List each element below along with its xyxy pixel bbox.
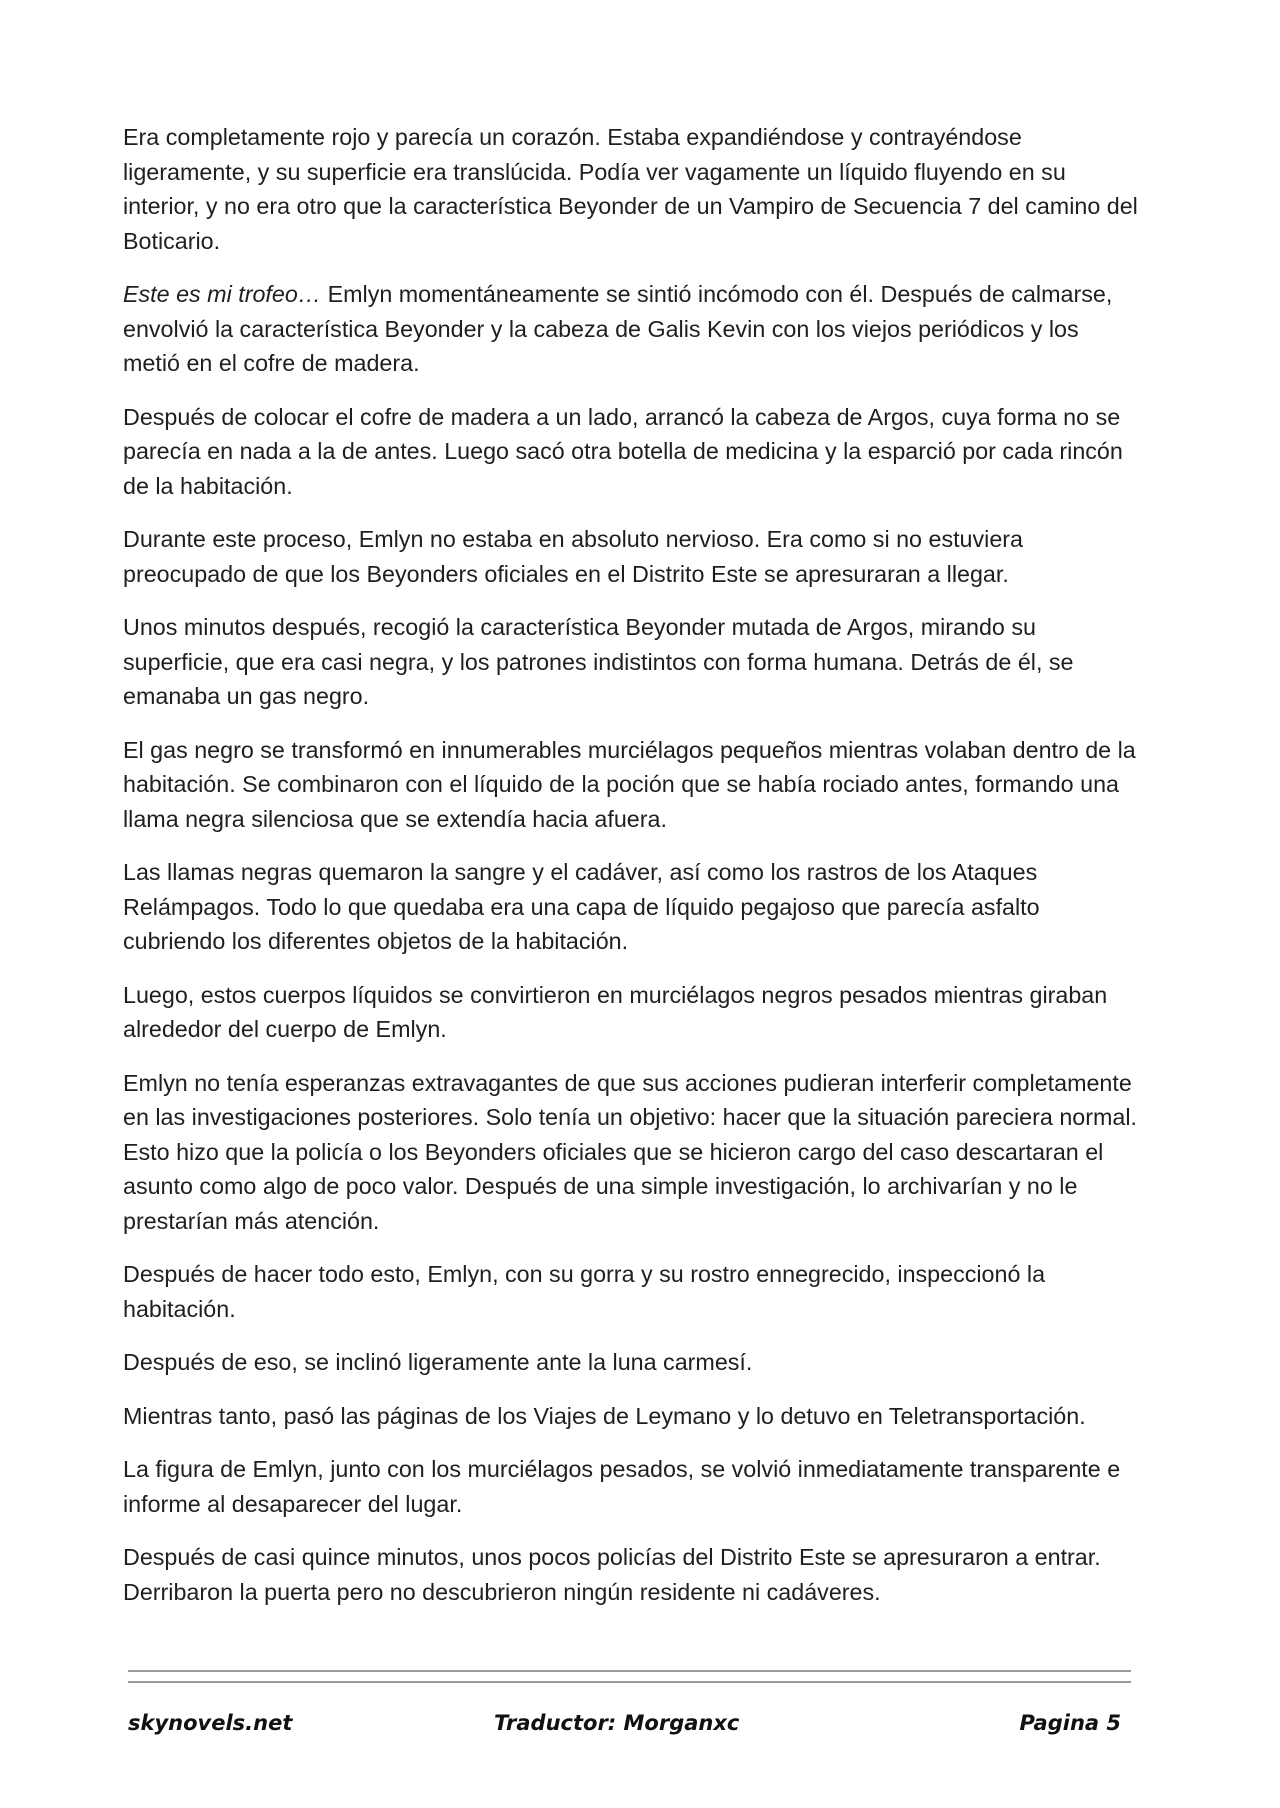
paragraph-text: Después de hacer todo esto, Emlyn, con su gorra y su rostro ennegrecido, inspeccionó la habitación. [123, 1261, 1046, 1322]
paragraph-text: Emlyn no tenía esperanzas extravagantes de que sus acciones pudieran interferir completamente en las investigaciones posteriores. Solo tenía un objetivo: hacer que la situación pareciera normal. Esto hizo que la policía o los Beyonders oficiales que se hicieron cargo del caso descartaran el asunto como algo de poco valor. Después de una simple investigación, lo archivarían y no le prestarían más atención. [123, 1069, 1138, 1234]
footer-translator: Traductor: Morganxc [494, 1711, 740, 1735]
paragraph-7 [123, 855, 1141, 959]
paragraph-10 [123, 1257, 1141, 1326]
paragraph-13 [123, 1452, 1141, 1521]
paragraph-14 [123, 1540, 1141, 1609]
footer-page-number: Pagina 5 [1019, 1711, 1121, 1735]
paragraph-11 [123, 1345, 1141, 1380]
paragraph-2 [123, 277, 1141, 381]
footer-divider-bottom [128, 1681, 1131, 1683]
paragraph-text: Las llamas negras quemaron la sangre y el cadáver, así como los rastros de los Ataques Relámpagos. Todo lo que quedaba era una capa de líquido pegajoso que parecía asfalto cubriendo los diferentes objetos de la habitación. [123, 859, 1040, 954]
paragraph-12 [123, 1399, 1141, 1434]
paragraph-8 [123, 978, 1141, 1047]
paragraph-5 [123, 610, 1141, 714]
paragraph-1 [123, 120, 1141, 258]
paragraph-text: Después de colocar el cofre de madera a un lado, arrancó la cabeza de Argos, cuya forma no se parecía en nada a la de antes. Luego sacó otra botella de medicina y la esparció por cada rincón de la habitación. [123, 403, 1123, 499]
paragraph-text: El gas negro se transformó en innumerables murciélagos pequeños mientras volaban dentro de la habitación. Se combinaron con el líquido de la poción que se había rociado antes, formando una llama negra silenciosa que se extendía hacia afuera. [123, 736, 1136, 832]
paragraph-4 [123, 522, 1141, 591]
paragraph-6 [123, 733, 1141, 837]
footer-divider-top [128, 1670, 1131, 1672]
paragraph-text: Durante este proceso, Emlyn no estaba en absoluto nervioso. Era como si no estuviera preocupado de que los Beyonders oficiales en el Distrito Este se apresuraran a llegar. [123, 526, 1024, 587]
footer-site-name: skynovels.net [128, 1711, 293, 1735]
paragraph-3 [123, 400, 1141, 504]
paragraph-text: Emlyn momentáneamente se sintió incómodo con él. Después de calmarse, envolvió la característica Beyonder y la cabeza de Galis Kevin con los viejos periódicos y los metió en el cofre de madera. [123, 281, 1113, 376]
paragraph-italic-thought: Este es mi trofeo… [123, 281, 322, 307]
paragraph-text: Unos minutos después, recogió la característica Beyonder mutada de Argos, mirando su superficie, que era casi negra, y los patrones indistintos con forma humana. Detrás de él, se emanaba un gas negro. [123, 614, 1074, 709]
page-footer [128, 1711, 1121, 1747]
paragraph-text: Era completamente rojo y parecía un corazón. Estaba expandiéndose y contrayéndose ligeramente, y su superficie era translúcida. Podía ver vagamente un líquido fluyendo en su interior, y no era otro que la característica Beyonder de un Vampiro de Secuencia 7 del camino del Boticario. [123, 124, 1138, 254]
paragraph-9 [123, 1066, 1141, 1239]
page-body [123, 120, 1141, 1628]
paragraph-text: Luego, estos cuerpos líquidos se convirtieron en murciélagos negros pesados mientras giraban alrededor del cuerpo de Emlyn. [123, 981, 1108, 1042]
paragraph-text: La figura de Emlyn, junto con los murciélagos pesados, se volvió inmediatamente transparente e informe al desaparecer del lugar. [123, 1456, 1121, 1517]
paragraph-text: Después de casi quince minutos, unos pocos policías del Distrito Este se apresuraron a entrar. Derribaron la puerta pero no descubrieron ningún residente ni cadáveres. [123, 1544, 1101, 1605]
paragraph-text: Después de eso, se inclinó ligeramente ante la luna carmesí. [123, 1349, 753, 1375]
paragraph-text: Mientras tanto, pasó las páginas de los Viajes de Leymano y lo detuvo en Teletransportación. [123, 1402, 1086, 1429]
